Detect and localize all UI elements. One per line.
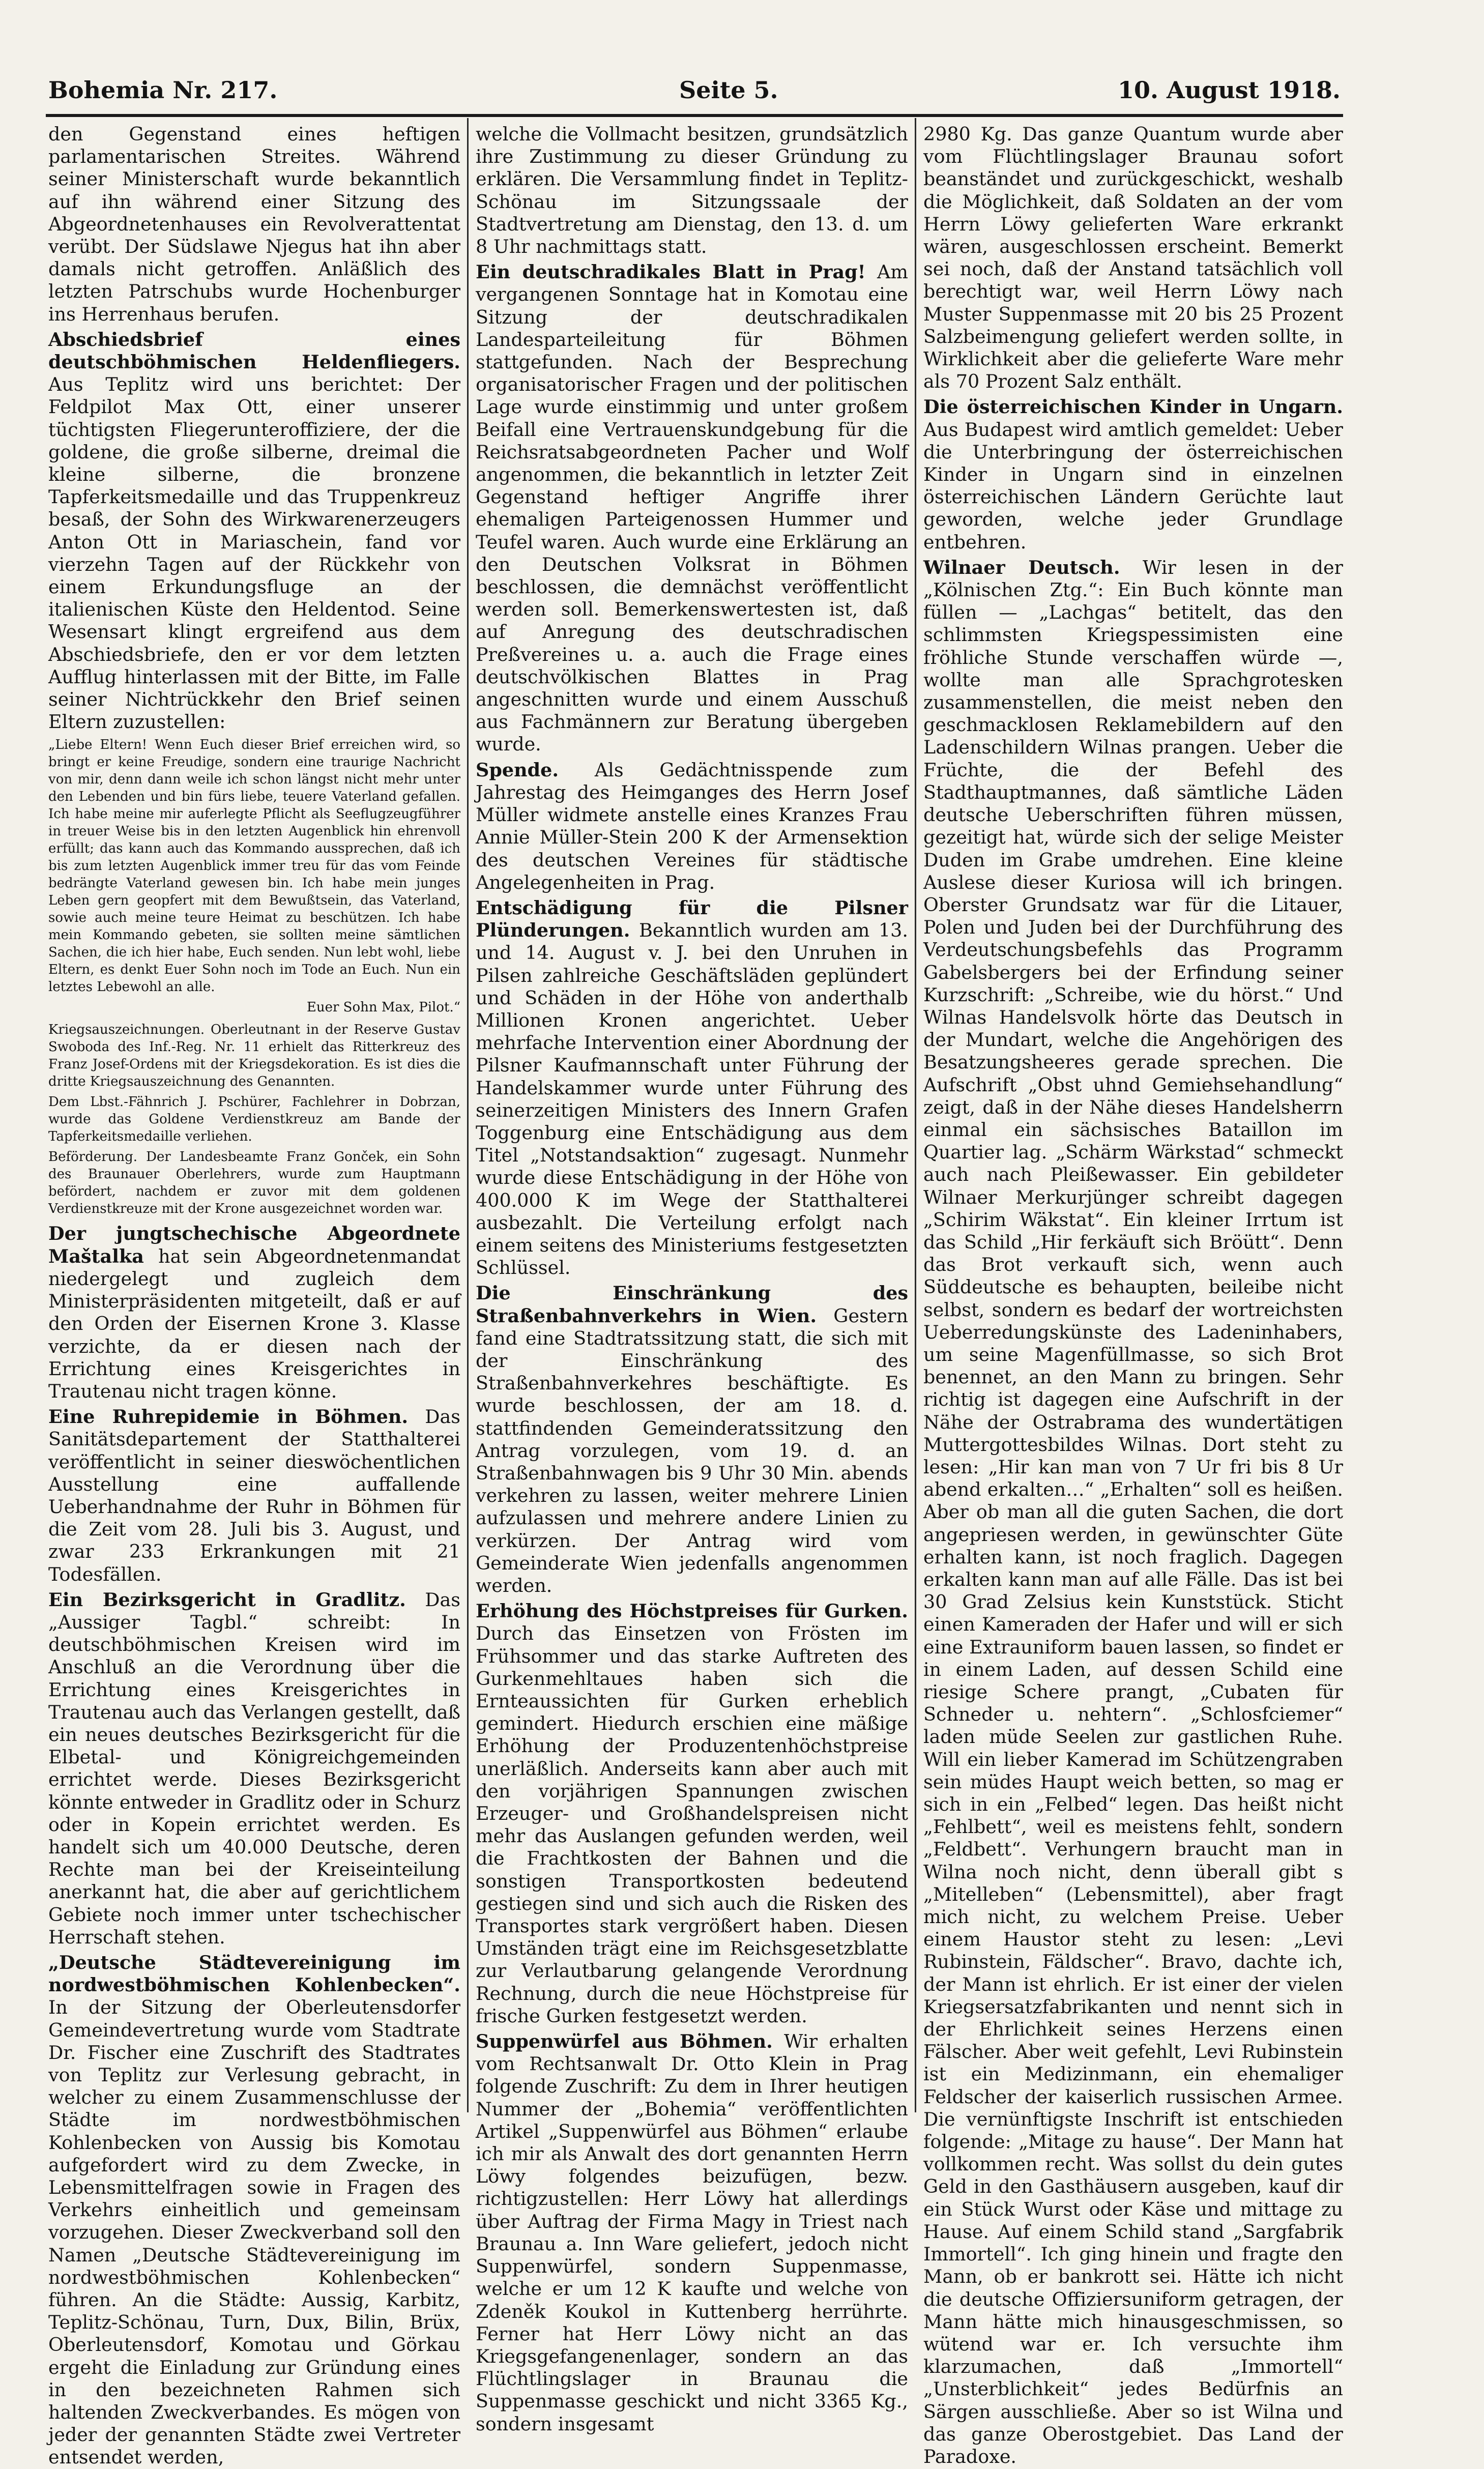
- article-continuation: [923, 123, 1343, 393]
- article-body: Aus Teplitz wird uns berichtet: Der Feldpilot Max Ott, einer unserer tüchtigsten Fliegerunteroffiziere, der die goldene, die große silberne, dreimal die kleine silberne, die bronzene Tapferkeitsmedaille und das Truppenkreuz besaß, der Sohn des Wirkwarenerzeugers Anton Ott in Mariaschein, fand vor vierzehn Tagen auf der Rückkehr von einem Erkundungsfluge an der italienischen Küste den Heldentod. Seine Wesensart klingt ergreifend aus dem Abschiedsbriefe, den er vor dem letzten Aufflug hinterlassen mit der Bitte, im Falle seiner Nichtrückkehr den Brief seinen Eltern zuzustellen:: [48, 373, 460, 733]
- article-ruhrepidemie: [48, 1406, 460, 1586]
- article-body: Bekanntlich wurden am 13. und 14. August v. J. bei den Unruhen in Pilsen zahlreiche Geschäftsläden geplündert und Schäden in der Höhe von anderthalb Millionen Kronen angerichtet. Ueber mehrfache Intervention einer Abordnung der Pilsner Kaufmannschaft unter Führung der Handelskammer wurde unter Führung des seinerzeitigen Ministers des Innern Grafen Toggenburg eine Entschädigung aus dem Titel „Notstandsaktion“ zugesagt. Nunmehr wurde diese Entschädigung in der Höhe von 400.000 K im Wege der Statthalterei ausbezahlt. Die Verteilung erfolgt nach einem seitens des Ministeriums festgesetzten Schlüssel.: [476, 919, 908, 1279]
- column-divider: [467, 118, 469, 2112]
- column-3: [923, 123, 1344, 2467]
- article-headline: Entschädigung für die Pilsner Plünderungen.: [476, 896, 908, 942]
- article-body: Aus Budapest wird amtlich gemeldet: Ueber die Unterbringung der österreichischen Kinder in Ungarn sind in einzelnen österreichischen Ländern Gerüchte laut geworden, welche jeder Grundlage entbehren.: [923, 418, 1343, 553]
- article-mastalka: [48, 1223, 460, 1403]
- column-divider: [915, 118, 916, 2112]
- article-headline: Erhöhung des Höchstpreises für Gurken.: [476, 1600, 908, 1622]
- newspaper-issue: Bohemia Nr. 217.: [48, 76, 278, 104]
- letter-body: „Liebe Eltern! Wenn Euch dieser Brief erreichen wird, so bringt er keine Freudige, sondern eine traurige Nachricht von mir, denn dann weile ich schon längst nicht mehr unter den Lebenden und bin fürs liebe, teuere Vaterland gefallen. Ich habe meine mir auferlegte Pflicht als Seeflugzeugführer in treuer Weise bis in den letzten Augenblick hin ehrenvoll erfüllt; das kann auch das Kommando aussprechen, daß ich bis zum letzten Augenblick immer treu für das vom Feinde bedrängte Vaterland gewesen bin. Ich habe mein junges Leben gern geopfert mit dem Bewußtsein, das Vaterland, sowie auch meine teure Heimat zu beschützen. Ich habe mein Kommando gebeten, sie sollten meine sämtlichen Sachen, die ich hier habe, Euch senden. Nun lebt wohl, liebe Eltern, es denkt Euer Sohn noch im Tode an Euch. Nun ein letztes Lebewohl an alle.: [48, 737, 460, 995]
- article-headline: Spende.: [476, 759, 559, 781]
- letter-quote: [48, 736, 460, 1016]
- article-headline: Die Einschränkung des Straßenbahnverkehrs in Wien.: [476, 1282, 908, 1327]
- article-headline: Der jungtschechische Abgeordnete Maštalka: [48, 1223, 460, 1267]
- notice-item: Kriegsauszeichnungen. Oberleutnant in der Reserve Gustav Swoboda des Inf.-Reg. Nr. 11 erhielt das Ritterkreuz des Franz Josef-Ordens mit der Kriegsdekoration. Es ist dies die dritte Kriegsauszeichnung des Genannten.: [48, 1022, 460, 1090]
- notice-item: Dem Lbst.-Fähnrich J. Pschürer, Fachlehrer in Dobrzan, wurde das Goldene Verdienstkreuz am Bande der Tapferkeitsmedaille verliehen.: [48, 1094, 460, 1145]
- article-wilnaer-deutsch: [923, 557, 1343, 2468]
- article-staedtevereinigung: [48, 1952, 460, 2469]
- article-body: 2980 Kg. Das ganze Quantum wurde aber vom Flüchtlingslager Braunau sofort beanständet und zurückgeschickt, weshalb die Möglichkeit, daß Soldaten an der vom Herrn Löwy gelieferten Ware erkrankt wären, ausgeschlossen erscheint. Bemerkt sei noch, daß der Anstand tatsächlich voll berechtigt war, weil Herrn Löwy nach Muster Suppenmasse mit 20 bis 25 Prozent Salzbeimengung geliefert werden sollte, in Wirklichkeit aber die gelieferte Ware mehr als 70 Prozent Salz enthält.: [923, 123, 1343, 393]
- column-2: [476, 123, 909, 2435]
- issue-date: 10. August 1918.: [1118, 76, 1341, 104]
- article-deutschradikales-blatt: [476, 261, 908, 756]
- article-headline: Ein deutschradikales Blatt in Prag!: [476, 261, 866, 283]
- article-body: Durch das Einsetzen von Frösten im Frühsommer und das starke Auftreten des Gurkenmehltaues haben sich die Ernteaussichten für Gurken erheblich gemindert. Hiedurch erschien eine mäßige Erhöhung der Produzentenhöchstpreise unerläßlich. Anderseits kann aber auch mit den vorjährigen Spannungen zwischen Erzeuger- und Großhandelspreisen nicht mehr das Auslangen gefunden werden, weil die Frachtkosten der Bahnen und die sonstigen Transportkosten bedeutend gestiegen sind und sich auch die Risken des Transportes stark vergrößert haben. Diesen Umständen trägt eine im Reichsgesetzblatte zur Verlautbarung gelangende Verordnung Rechnung, durch die neue Höchstpreise für frische Gurken festgesetzt werden.: [476, 1622, 908, 2027]
- article-body: In der Sitzung der Oberleutensdorfer Gemeindevertretung wurde vom Stadtrate Dr. Fischer eine Zuschrift des Stadtrates von Teplitz zur Verlesung gebracht, in welcher zu einem Zusammenschlusse der Städte im nordwestböhmischen Kohlenbecken von Aussig bis Komotau aufgefordert wird zu dem Zwecke, in Lebensmittelfragen sowie in Fragen des Verkehrs einheitlich und gemeinsam vorzugehen. Dieser Zweckverband soll den Namen „Deutsche Städtevereinigung im nordwestböhmischen Kohlenbecken“ führen. An die Städte: Aussig, Karbitz, Teplitz-Schönau, Turn, Dux, Bilin, Brüx, Oberleutensdorf, Komotau und Görkau ergeht die Einladung zur Gründung eines in den bezeichneten Rahmen sich haltenden Zweckverbandes. Es mögen von jeder der genannten Städte zwei Vertreter entsendet werden,: [48, 1996, 460, 2468]
- article-headline: „Deutsche Städtevereinigung im nordwestböhmischen Kohlenbecken“.: [48, 1951, 460, 1996]
- article-body: Als Gedächtnisspende zum Jahrestag des Heimganges des Herrn Josef Müller widmete anstelle eines Kranzes Frau Annie Müller-Stein 200 K der Armensektion des deutschen Vereines für städtische Angelegenheiten in Prag.: [476, 759, 908, 893]
- article-kinder-in-ungarn: [923, 396, 1343, 553]
- article-abschiedsbrief: [48, 329, 460, 734]
- article-continuation: [48, 123, 460, 326]
- page-number: Seite 5.: [679, 76, 778, 104]
- article-gurken: [476, 1600, 908, 2027]
- article-headline: Ein Bezirksgericht in Gradlitz.: [48, 1588, 406, 1611]
- article-strassenbahn: [476, 1282, 908, 1597]
- article-headline: Eine Ruhrepidemie in Böhmen.: [48, 1406, 409, 1428]
- notice-item: Beförderung. Der Landesbeamte Franz Gonček, ein Sohn des Braunauer Oberlehrers, wurde zum Hauptmann befördert, nachdem er zuvor mit dem goldenen Verdienstkreuze mit der Krone ausgezeichnet worden war.: [48, 1149, 460, 1217]
- article-body: Am vergangenen Sonntage hat in Komotau eine Sitzung der deutschradikalen Landesparteileitung für Böhmen stattgefunden. Nach der Besprechung organisatorischer Fragen und der politischen Lage wurde einstimmig und unter großem Beifall eine Vertrauenskundgebung für die Reichsratsabgeordneten Pacher und Wolf angenommen, die bekanntlich in letzter Zeit Gegenstand heftiger Angriffe ihrer ehemaligen Parteigenossen Hummer und Teufel waren. Auch wurde eine Erklärung an den Deutschen Volksrat in Böhmen beschlossen, die demnächst veröffentlicht werden soll. Bemerkenswertesten ist, daß auf Anregung des deutschradischen Preßvereines u. a. auch die Frage eines deutschvölkischen Blattes in Prag angeschnitten wurde und einem Ausschuß aus Fachmännern zur Beratung übergeben wurde.: [476, 261, 908, 756]
- article-headline: Abschiedsbrief eines deutschböhmischen Heldenfliegers.: [48, 328, 460, 373]
- article-body: Gestern fand eine Stadtratssitzung statt, die sich mit der Einschränkung des Straßenbahnverkehres beschäftigte. Es wurde beschlossen, der am 18. d. stattfindenden Gemeinderatssitzung den Antrag vorzulegen, vom 19. d. an Straßenbahnwagen bis 9 Uhr 30 Min. abends verkehren zu lassen, weiter mehrere Linien aufzulassen und mehrere andere Linien zu verkürzen. Der Antrag wird vom Gemeinderate Wien jedenfalls angenommen werden.: [476, 1304, 908, 1596]
- article-continuation: [476, 123, 908, 258]
- column-1: [48, 123, 460, 2468]
- article-body: den Gegenstand eines heftigen parlamentarischen Streites. Während seiner Ministerschaft wurde bekanntlich auf ihn während einer Sitzung des Abgeordnetenhauses ein Revolverattentat verübt. Der Südslawe Njegus hat ihn aber damals nicht getroffen. Anläßlich des letzten Patrschubs wurde Hochenburger ins Herrenhaus berufen.: [48, 123, 460, 325]
- article-entschaedigung: [476, 897, 908, 1279]
- article-spende: [476, 759, 908, 894]
- article-body: hat sein Abgeordnetenmandat niedergelegt und zugleich dem Ministerpräsidenten mitgeteilt, daß er auf den Orden der Eisernen Krone 3. Klasse verzichte, da er diesen nach der Errichtung eines Kreisgerichtes in Trautenau nicht tragen könne.: [48, 1245, 460, 1402]
- letter-signature: Euer Sohn Max, Pilot.“: [306, 1000, 460, 1015]
- article-body: Wir lesen in der „Kölnischen Ztg.“: Ein Buch könnte man füllen — „Lachgas“ betitelt, das den schlimmsten Kriegspessimisten eine fröhliche Stunde verschaffen würde —, wollte man alle Sprachgrotesken zusammenstellen, die meist neben den geschmacklosen Reklamebildern auf den Ladenschildern Wilnas prangen. Ueber die Früchte, die der Befehl des Stadthauptmannes, daß sämtliche Läden deutsche Ueberschriften führen müssen, gezeitigt hat, würde sich der selige Meister Duden im Grabe umdrehen. Eine kleine Auslese dieser Kuriosa will ich bringen. Oberster Grundsatz war für die Litauer, Polen und Juden bei der Durchführung des Verdeutschungsbefehls das Programm Gabelsbergers bei der Erfindung seiner Kurzschrift: „Schreibe, wie du hörst.“ Und Wilnas Handelsvolk hörte das Deutsch in der Mundart, welche die Angehörigen des Besatzungsheeres gerade sprechen. Die Aufschrift „Obst uhnd Gemiehsehandlung“ zeigt, daß in der Nähe dieses Handelsherrn einmal ein sächsisches Bataillon im Quartier lag. „Schärm Wärkstad“ schmeckt auch nach Pleißewasser. Ein gebildeter Wilnaer Merkurjünger schreibt dagegen „Schirim Wäkstat“. Ein kleiner Irrtum ist das Schild „Hir ferkäuft sich Bröütt“. Denn das Brot verkauft sich, wenn auch Süddeutsche es behaupten, beileibe nicht selbst, sondern es bedarf der wortreichsten Ueberredungskünste des Ladeninhabers, um seine Magenfüllmasse, so sich Brot benennet, an den Mann zu bringen. Sehr richtig ist dagegen eine Aufschrift in der Nähe der Ostrabrama des wundertätigen Muttergottesbildes Wilnas. Dort steht zu lesen: „Hir kan man von 7 Ur fri bis 8 Ur abend erkalten…“ „Erhalten“ soll es heißen. Aber ob man all die guten Sachen, die dort angepriesen werden, in gewünschter Güte erhalten kann, ist noch fraglich. Dagegen erkalten kann man auf alle Fälle. Das ist bei 30 Grad Zelsius kein Kunststück. Sticht einen Kameraden der Hafer und will er sich eine Extrauniform bauen lassen, so findet er in einem Laden, auf dessen Schild eine riesige Schere prangt, „Cubaten für Schneder u. nehtern“. „Schlosfciemer“ laden müde Seelen zur gastlichen Ruhe. Will ein lieber Kamerad im Schützengraben sein müdes Haupt weich betten, so mag er sich in ein „Felbed“ legen. Das heißt nicht „Fehlbett“, weil es meistens fehlt, sondern „Feldbett“. Verhungern braucht man in Wilna noch nicht, denn überall gibt s „Mitelleben“ (Lebensmittel), aber fragt mich nicht, zu welchem Preise. Ueber einem Haustor steht zu lesen: „Levi Rubinstein, Fäldscher“. Bravo, dachte ich, der Mann ist ehrlich. Er ist einer der vielen Kriegsersatzfabrikanten und nennt sich in der Ehrlichkeit seines Herzens einen Fälscher. Aber weit gefehlt, Levi Rubinstein ist ein Medizinmann, ein ehemaliger Feldscher der kaiserlich russischen Armee. Die vernünftigste Inschrift ist entschieden folgende: „Mitage zu hause“. Der Mann hat vollkommen recht. Was sollst du dein gutes Geld in den Gasthäusern ausgeben, kauf dir ein Stück Wurst oder Käse und mittage zu Hause. Auf einem Schild stand „Sargfabrik Immortell“. Ich ging hinein und fragte den Mann, ob er bankrott sei. Hätte ich nicht die deutsche Offiziersuniform getragen, der Mann hätte mich hinausgeschmissen, so wütend war er. Ich versuchte ihm klarzumachen, daß „Immortell“ „Unsterblichkeit“ jedes Bedürfnis an Särgen ausschließe. Aber so ist Wilna und das ganze Oberostgebiet. Das Land der Paradoxe.: [923, 556, 1344, 2467]
- article-headline: Wilnaer Deutsch.: [923, 556, 1120, 578]
- article-headline: Suppenwürfel aus Böhmen.: [476, 2030, 773, 2053]
- article-bezirksgericht: [48, 1589, 460, 1949]
- article-suppenwuerfel: [476, 2030, 908, 2435]
- page-header: [48, 76, 1341, 113]
- article-body: Das „Aussiger Tagbl.“ schreibt: In deutschböhmischen Kreisen wird im Anschluß an die Verordnung über die Errichtung eines Kreisgerichtes in Trautenau auch das Verlangen gestellt, daß ein neues deutsches Bezirksgericht für die Elbetal- und Königreichgemeinden errichtet werde. Dieses Bezirksgericht könnte entweder in Gradlitz oder in Schurz oder in Kopein errichtet werden. Es handelt sich um 40.000 Deutsche, deren Rechte man bei der Kreiseinteilung anerkannt hat, die aber auf gerichtlichem Gebiete noch immer unter tschechischer Herrschaft stehen.: [48, 1588, 460, 1948]
- header-rule: [46, 114, 1343, 117]
- article-headline: Die österreichischen Kinder in Ungarn.: [923, 396, 1343, 418]
- notices: [48, 1021, 460, 1217]
- article-body: Wir erhalten vom Rechtsanwalt Dr. Otto Klein in Prag folgende Zuschrift: Zu dem in Ihrer heutigen Nummer der „Bohemia“ veröffentlichten Artikel „Suppenwürfel aus Böhmen“ erlaube ich mir als Anwalt des dort genannten Herrn Löwy folgendes beizufügen, bezw. richtigzustellen: Herr Löwy hat allerdings über Auftrag der Firma Magy in Triest nach Braunau a. Inn Ware geliefert, jedoch nicht Suppenwürfel, sondern Suppenmasse, welche er um 12 K kaufte und welche von Zdeněk Koukol in Kuttenberg herrührte. Ferner hat Herr Löwy nicht an das Kriegsgefangenenlager, sondern an das Flüchtlingslager in Braunau die Suppenmasse geschickt und nicht 3365 Kg., sondern insgesamt: [476, 2030, 909, 2435]
- article-body: Das Sanitätsdepartement der Statthalterei veröffentlicht in seiner dieswöchentlichen Ausstellung eine auffallende Ueberhandnahme der Ruhr in Böhmen für die Zeit vom 28. Juli bis 3. August, und zwar 233 Erkrankungen mit 21 Todesfällen.: [48, 1406, 460, 1585]
- article-body: welche die Vollmacht besitzen, grundsätzlich ihre Zustimmung zu dieser Gründung zu erklären. Die Versammlung findet in Teplitz-Schönau im Sitzungssaale der Stadtvertretung am Dienstag, den 13. d. um 8 Uhr nachmittags statt.: [476, 123, 908, 258]
